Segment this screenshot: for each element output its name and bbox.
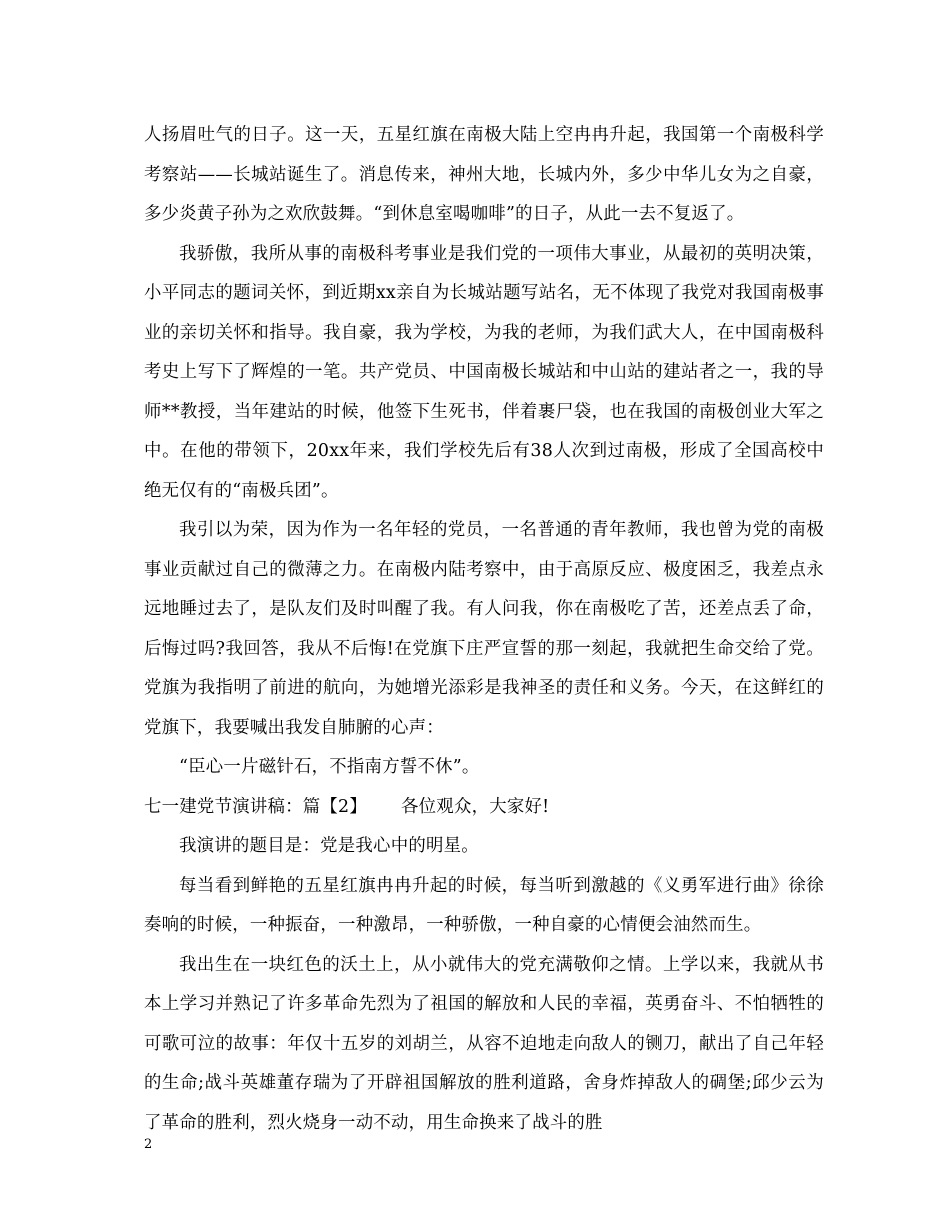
document-body (144, 116, 824, 1143)
paragraph: 我演讲的题目是：党是我心中的明星。 (179, 836, 479, 856)
section-heading (144, 788, 824, 828)
paragraph: 我骄傲，我所从事的南极科考事业是我们党的一项伟大事业，从最初的英明决策，小平同志的题词关怀，到近期xx亲自为长城站题写站名，无不体现了我党对我国南极事业的亲切关怀和指导。我自豪，我为学校，为我的老师，为我们武大人，在中国南极科考史上写下了辉煌的一笔。共产党员、中国南极长城站和中山站的建站者之一，我的导师**教授，当年建站的时候，他签下生死书，伴着裹尸袋，也在我国的南极创业大军之中。在他的带领下，20xx年来，我们学校先后有38人次到过南极，形成了全国高校中绝无仅有的“南极兵团”。 (144, 243, 824, 501)
greeting: 各位观众，大家好! (401, 796, 550, 817)
paragraph: 每当看到鲜艳的五星红旗冉冉升起的时候，每当听到激越的《义勇军进行曲》徐徐奏响的时候，一种振奋，一种激昂，一种骄傲，一种自豪的心情便会油然而生。 (144, 875, 824, 935)
quote-line: “臣心一片磁针石，不指南方誓不休”。 (179, 757, 480, 777)
paragraph: 我出生在一块红色的沃土上，从小就伟大的党充满敬仰之情。上学以来，我就从书本上学习并熟记了许多革命先烈为了祖国的解放和人民的幸福，英勇奋斗、不怕牺牲的可歌可泣的故事：年仅十五岁的刘胡兰，从容不迫地走向敌人的铡刀，献出了自己年轻的生命;战斗英雄董存瑞为了开辟祖国解放的胜利道路，舍身炸掉敌人的碉堡;邱少云为了革命的胜利，烈火烧身一动不动，用生命换来了战斗的胜 (144, 954, 824, 1133)
paragraph: 人扬眉吐气的日子。这一天，五星红旗在南极大陆上空冉冉升起，我国第一个南极科学考察站——长城站诞生了。消息传来，神州大地，长城内外，多少中华儿女为之自豪，多少炎黄子孙为之欢欣鼓舞。“到休息室喝咖啡”的日子，从此一去不复返了。 (144, 125, 824, 224)
section-title: 七一建党节演讲稿：篇【2】 (144, 796, 368, 817)
paragraph: 我引以为荣，因为作为一名年轻的党员，一名普通的青年教师，我也曾为党的南极事业贡献过自己的微薄之力。在南极内陆考察中，由于高原反应、极度困乏，我差点永远地睡过去了，是队友们及时叫醒了我。有人问我，你在南极吃了苦，还差点丢了命，后悔过吗?我回答，我从不后悔!在党旗下庄严宣誓的那一刻起，我就把生命交给了党。党旗为我指明了前进的航向，为她增光添彩是我神圣的责任和义务。今天，在这鲜红的党旗下，我要喊出我发自肺腑的心声： (144, 520, 824, 738)
page-number: 2 (144, 1137, 153, 1152)
